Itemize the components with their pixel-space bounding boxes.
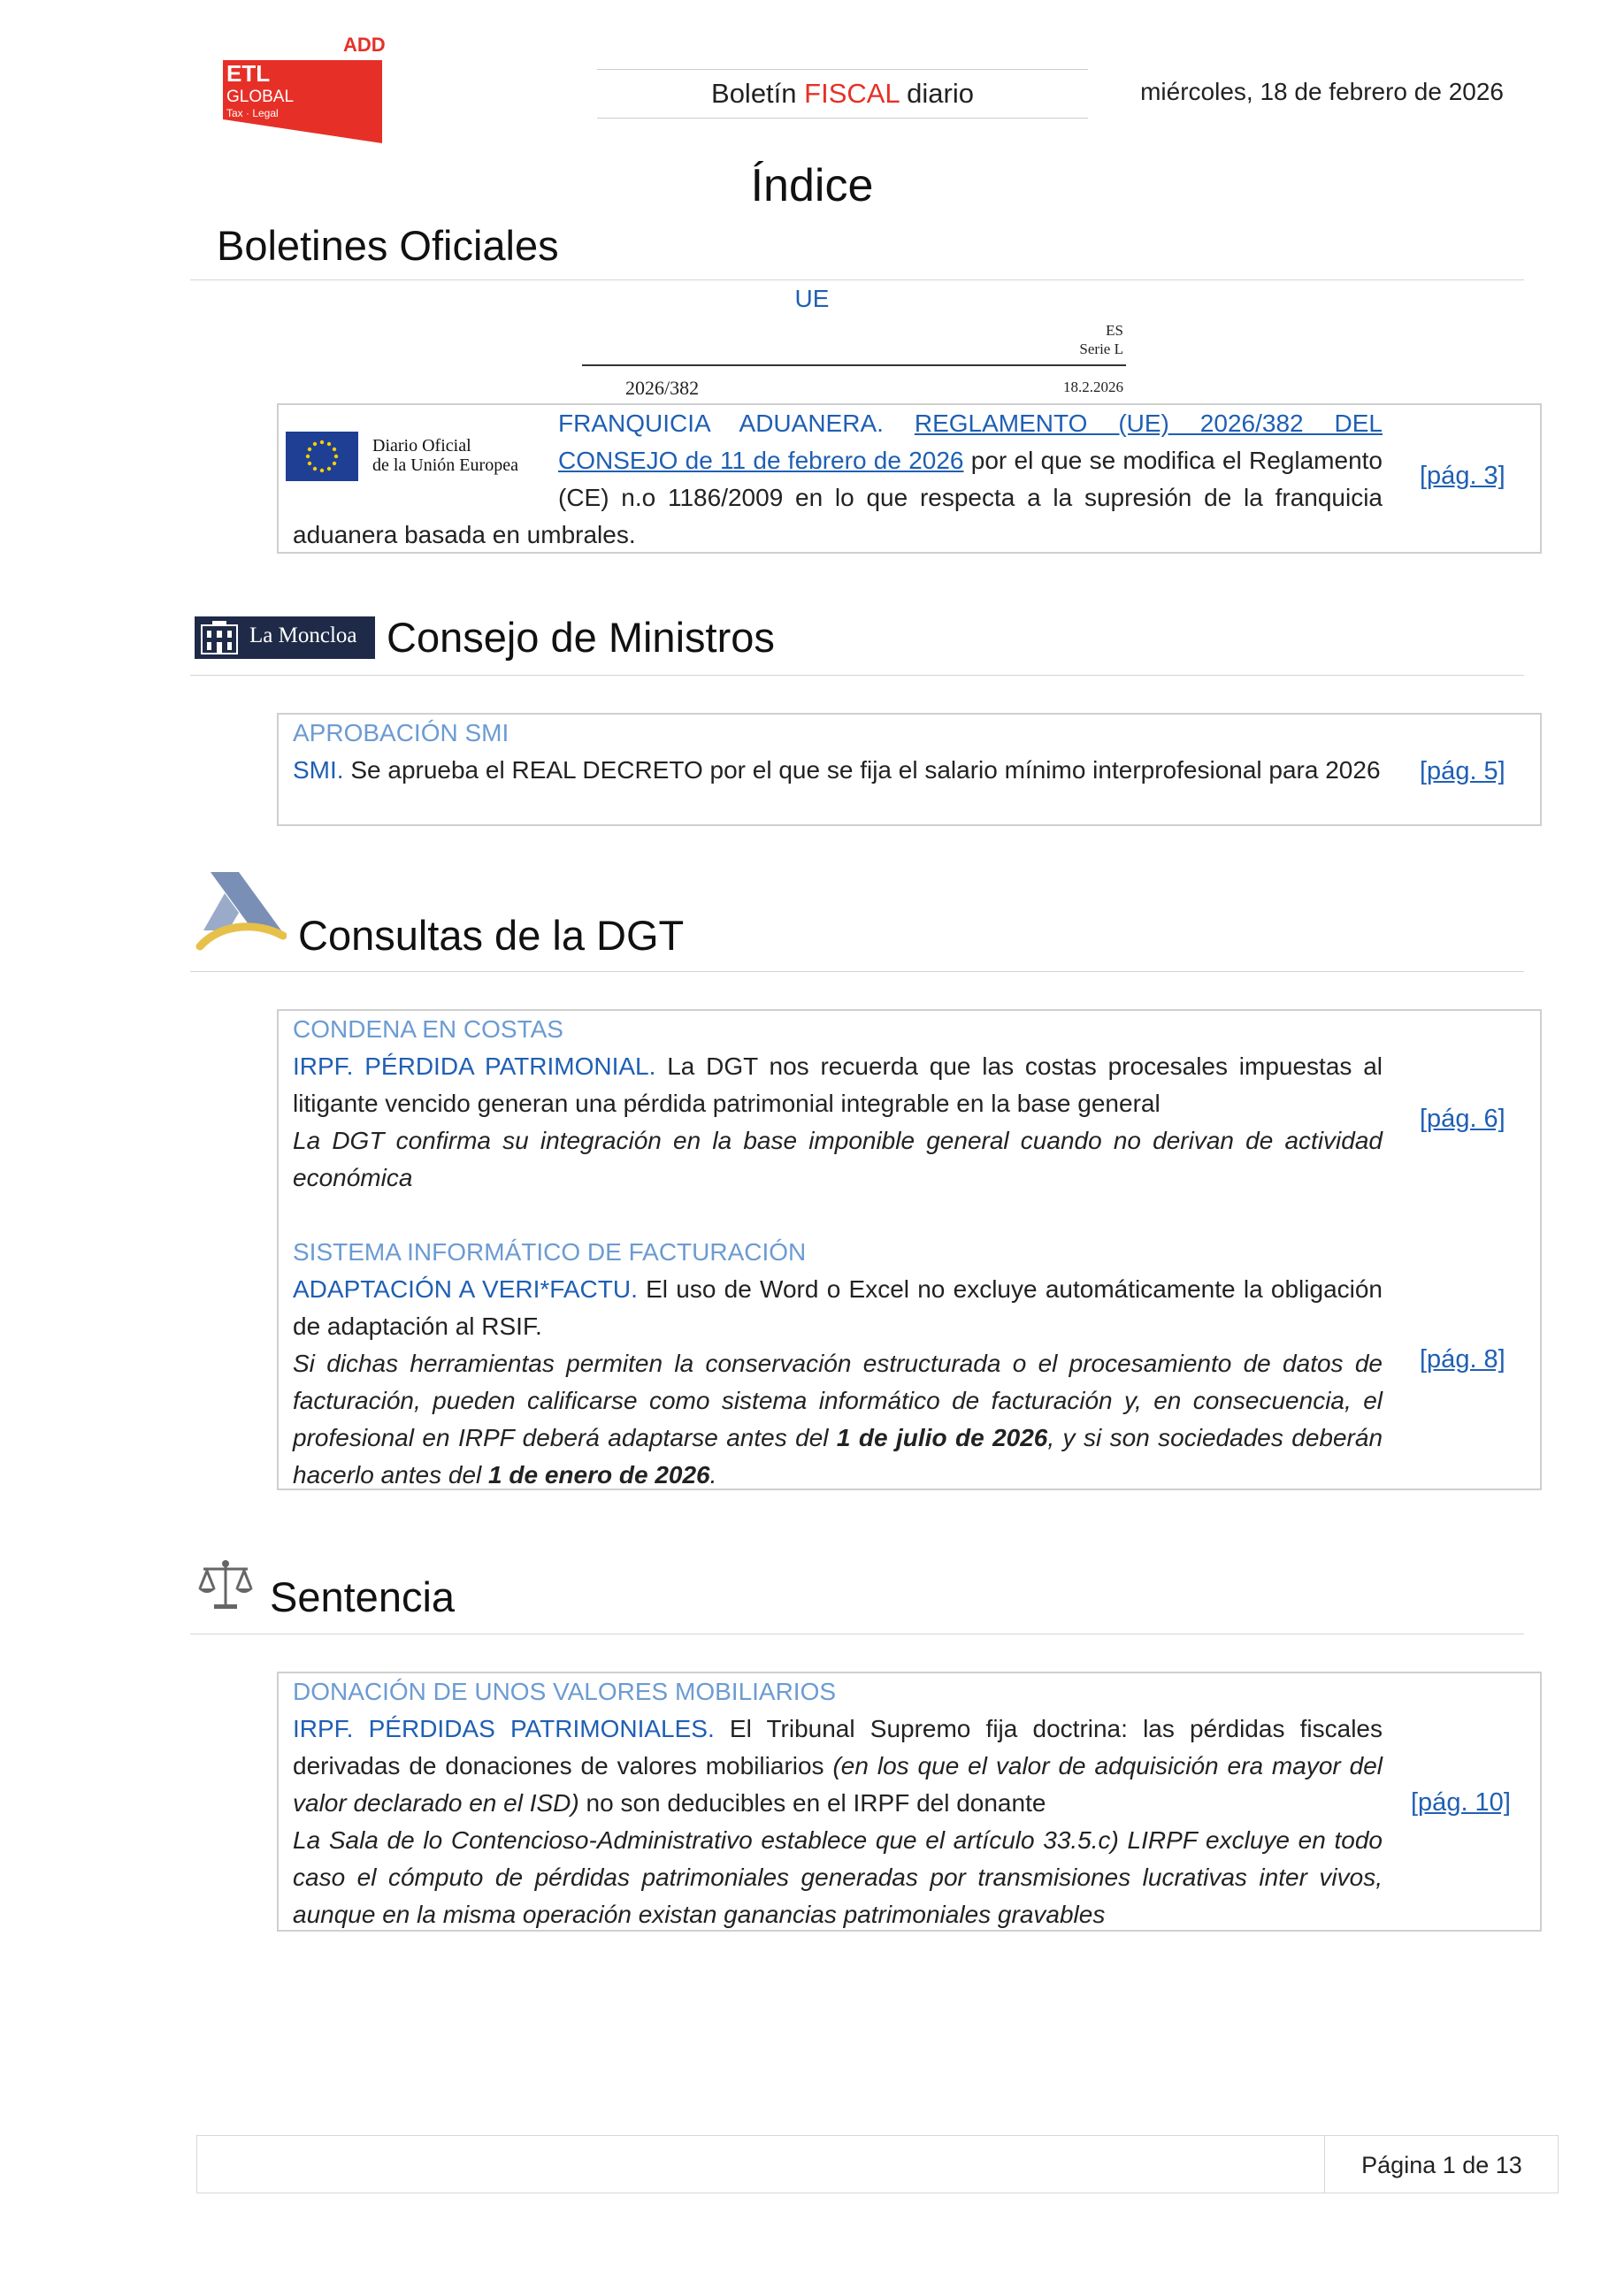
doc-number: 2026/382 — [625, 377, 700, 399]
sentencia-entry-detail: La Sala de lo Contencioso-Administrativo establece que el artículo 33.5.c) LIRPF excluye en todo caso el cómputo de pérdidas patrimoniales generadas por transmisiones lucrativas inter vivos, aunque en la misma operación existan ganancias patrimoniales gravables — [293, 1826, 1383, 1928]
sentencia-entry-text: IRPF. PÉRDIDAS PATRIMONIALES. El Tribunal Supremo fija doctrina: las pérdidas fiscales derivadas de donaciones de valores mobiliarios (en los que el valor de adquisición era mayor del valor declarado en el ISD) no son deducibles en el IRPF del donante — [293, 1715, 1383, 1817]
moncloa-palace-icon — [200, 620, 239, 655]
logo-add-text: ADD — [343, 35, 386, 56]
section-title-boletines: Boletines Oficiales — [217, 222, 559, 269]
topic-label: APROBACIÓN SMI — [293, 719, 509, 746]
dgt-entry-box — [277, 1009, 1542, 1490]
page-link[interactable]: [pág. 3] — [1420, 462, 1505, 490]
logo-global-text: GLOBAL — [226, 88, 295, 106]
section-divider — [190, 971, 1524, 972]
dgt-entry-text: ADAPTACIÓN A VERI*FACTU. El uso de Word o Excel no excluye automáticamente la obligación de adaptación al RSIF. — [293, 1275, 1383, 1340]
aeat-logo-icon — [195, 872, 287, 957]
footer-divider — [1324, 2135, 1325, 2193]
page-link[interactable]: [pág. 8] — [1420, 1345, 1505, 1374]
section-title-sentencia: Sentencia — [270, 1573, 456, 1620]
doc-serie: Serie L — [1079, 341, 1123, 357]
boletines-entry-box — [277, 403, 1542, 554]
entry-keyword: IRPF. PÉRDIDA PATRIMONIAL. — [293, 1052, 656, 1080]
bulletin-title: Boletín FISCAL diario — [597, 69, 1088, 119]
topic-label: DONACIÓN DE UNOS VALORES MOBILIARIOS — [293, 1678, 837, 1705]
index-title: Índice — [750, 160, 874, 211]
dgt-entry-detail: Si dichas herramientas permiten la conservación estructurada o el procesamiento de datos de facturación, pueden calificarse como sistema informático de facturación y, en consecuencia, el profesional en IRPF deberá adaptarse antes del 1 de julio de 2026, y si son sociedades deberán hacerlo antes del 1 de enero de 2026. — [293, 1350, 1383, 1489]
logo-etl-text: ETL — [226, 60, 271, 87]
doc-header-rule — [582, 364, 1126, 366]
logo-sub-text: Tax · Legal — [226, 107, 279, 119]
entry-description: por el que se modifica el Reglamento (CE) n.o 1186/2009 en lo que respecta a la supresión de la franquicia aduanera basada en umbrales. — [293, 447, 1383, 548]
entry-keyword: SMI. — [293, 756, 344, 784]
consejo-entry-text: SMI. Se aprueba el REAL DECRETO por el que se fija el salario mínimo interprofesional para 2026 — [293, 756, 1381, 784]
topic-label: SISTEMA INFORMÁTICO DE FACTURACIÓN — [293, 1238, 807, 1266]
page-link[interactable]: [pág. 6] — [1420, 1105, 1505, 1133]
page-link[interactable]: [pág. 5] — [1420, 757, 1505, 785]
etl-global-logo — [223, 35, 387, 146]
moncloa-logo-text: La Moncloa — [249, 624, 357, 647]
entry-keyword: FRANQUICIA ADUANERA. — [558, 409, 884, 437]
sentencia-entry-box — [277, 1672, 1542, 1932]
section-title-consejo: Consejo de Ministros — [387, 614, 775, 661]
la-moncloa-logo — [195, 616, 375, 659]
bulletin-date: miércoles, 18 de febrero de 2026 — [1140, 78, 1504, 105]
topic-label: CONDENA EN COSTAS — [293, 1015, 563, 1043]
page-number: Página 1 de 13 — [1361, 2152, 1522, 2178]
page-link[interactable]: [pág. 10] — [1411, 1788, 1511, 1817]
doc-date: 18.2.2026 — [1063, 379, 1123, 395]
boletines-entry-text — [293, 405, 1383, 554]
section-title-dgt: Consultas de la DGT — [298, 912, 685, 959]
scales-of-justice-icon — [196, 1558, 255, 1611]
entry-keyword: ADAPTACIÓN A VERI*FACTU. — [293, 1275, 638, 1303]
entry-keyword: IRPF. PÉRDIDAS PATRIMONIALES. — [293, 1715, 715, 1742]
dgt-entry-text: IRPF. PÉRDIDA PATRIMONIAL. La DGT nos recuerda que las costas procesales impuestas al litigante vencido generan una pérdida patrimonial integrable en la base general — [293, 1052, 1383, 1117]
consejo-entry-box — [277, 713, 1542, 826]
doue-line-2: de la Unión Europea — [372, 455, 518, 475]
section-divider — [190, 675, 1524, 676]
doc-language: ES — [1106, 322, 1123, 339]
reglamento-link[interactable]: REGLAMENTO (UE) 2026/382 DEL CONSEJO de 11 de febrero de 2026 — [558, 409, 1383, 474]
ue-subtitle: UE — [794, 285, 830, 312]
doue-line-1: Diario Oficial — [372, 436, 471, 455]
section-divider — [190, 279, 1524, 280]
dgt-entry-detail: La DGT confirma su integración en la base imponible general cuando no derivan de actividad económica — [293, 1127, 1383, 1191]
